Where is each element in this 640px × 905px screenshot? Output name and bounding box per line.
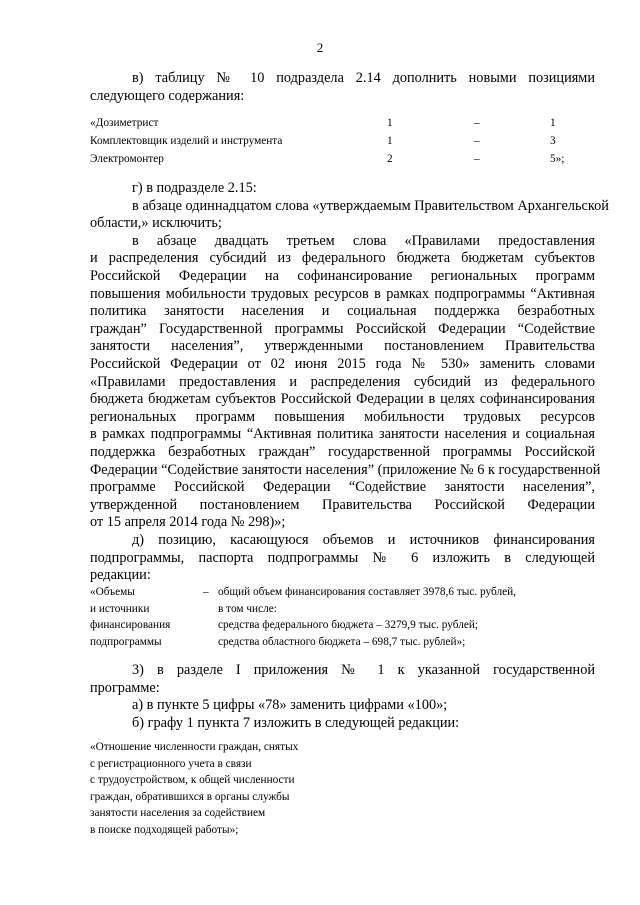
table-cell-dash: –: [474, 135, 480, 147]
table-cell-value: 5»;: [550, 153, 565, 165]
table-cell-value: 1: [387, 135, 393, 147]
section-3: [90, 662, 595, 732]
text-line: Российской Федерации на софинансирование региональных программ: [90, 267, 595, 284]
text-line: «Объемы: [90, 586, 135, 598]
text-line: а) в пункте 5 цифры «78» заменить цифрами «100»;: [132, 697, 448, 714]
text-line: «Отношение численности граждан, снятых: [90, 741, 299, 753]
text-line: поддержка безработных граждан” государственной программы Российской: [90, 443, 595, 460]
text-line: г) в подразделе 2.15:: [132, 180, 257, 196]
text-line: «Правилами предоставления и распределения субсидий из федерального: [90, 373, 595, 390]
text-line: 3) в разделе I приложения № 1 к указанной государственной: [132, 662, 595, 678]
text-line: д) позицию, касающуюся объемов и источников финансирования: [132, 532, 595, 548]
text-line: б) графу 1 пункта 7 изложить в следующей редакции:: [132, 714, 460, 731]
text-line: в абзаце двадцать третьем слова «Правилами предоставления: [132, 232, 595, 249]
text-line: повышения мобильности трудовых ресурсов в рамках подпрограммы “Активная: [90, 285, 595, 302]
table-cell-name: Электромонтер: [90, 153, 164, 165]
table-cell-value: 1: [387, 117, 393, 129]
text-line: региональных программ повышения мобильности трудовых ресурсов: [90, 408, 595, 425]
text-line: в том числе:: [218, 602, 277, 615]
text-line: программе:: [90, 679, 160, 696]
text-line: граждан, обратившихся в органы службы: [90, 790, 290, 803]
text-line: следующего содержания:: [90, 87, 245, 104]
text-line: и распределения субсидий из федерального бюджета бюджетам субъектов: [90, 250, 595, 267]
text-line: занятости населения”, утвержденными постановлением Правительства: [90, 338, 595, 355]
table-cell-value: 2: [387, 153, 393, 165]
text-line: занятости населения за содействием: [90, 807, 266, 819]
passport-label: [90, 584, 205, 650]
text-line: в поиске подходящей работы»;: [90, 823, 239, 836]
text-line: общий объем финансирования составляет 3978,6 тыс. рублей,: [218, 586, 516, 598]
table-cell-name: Комплектовщик изделий и инструмента: [90, 135, 283, 147]
text-line: граждан” Государственной программы Российской Федерации “Содействие: [90, 320, 595, 337]
text-line: программе Российской Федерации “Содействие занятости населения”,: [90, 479, 595, 496]
table-row: [90, 135, 595, 153]
text-line: подпрограммы, паспорта подпрограммы № 6 изложить в следующей: [90, 549, 595, 566]
intro-paragraph: [90, 70, 595, 105]
text-line: политика занятости населения и социальная поддержка безработных: [90, 303, 595, 320]
table-cell-value: 1: [550, 117, 556, 129]
quote-block: [90, 739, 390, 838]
passport-dash: –: [203, 586, 209, 598]
section-d: [90, 532, 595, 585]
text-line: редакции:: [90, 567, 151, 584]
text-line: и источники: [90, 602, 150, 615]
text-line: в) таблицу № 10 подраздела 2.14 дополнить новыми позициями: [132, 70, 595, 86]
table-cell-dash: –: [474, 117, 480, 129]
table-cell-value: 3: [550, 135, 556, 147]
text-line: в рамках подпрограммы “Активная политика занятости населения и социальная: [90, 426, 595, 443]
text-line: подпрограммы: [90, 635, 162, 648]
passport-value: [218, 584, 598, 650]
text-line: от 15 апреля 2014 года № 298)»;: [90, 514, 286, 531]
text-line: средства федерального бюджета – 3279,9 тыс. рублей;: [218, 619, 479, 631]
table-row: [90, 117, 595, 135]
text-line: бюджета бюджетам субъектов Российской Федерации в целях софинансирования: [90, 391, 595, 408]
text-line: области,» исключить;: [90, 215, 222, 232]
table-row: [90, 153, 595, 171]
text-line: с трудоустройством, к общей численности: [90, 774, 295, 786]
page-number: 2: [316, 40, 324, 55]
section-g: [90, 180, 609, 532]
table-cell-name: «Дозиметрист: [90, 117, 159, 129]
text-line: Федерации “Содействие занятости населения” (приложение № 6 к государственной: [90, 461, 601, 478]
text-line: средства областного бюджета – 698,7 тыс. рублей»;: [218, 635, 466, 648]
text-line: утвержденной постановлением Правительства Российской Федерации: [90, 496, 595, 513]
text-line: Российской Федерации от 02 июня 2015 года № 530» заменить словами: [90, 355, 595, 372]
text-line: в абзаце одиннадцатом слова «утверждаемым Правительством Архангельской: [132, 197, 609, 214]
table-cell-dash: –: [474, 153, 480, 165]
text-line: с регистрационного учета в связи: [90, 757, 252, 770]
text-line: финансирования: [90, 619, 171, 631]
